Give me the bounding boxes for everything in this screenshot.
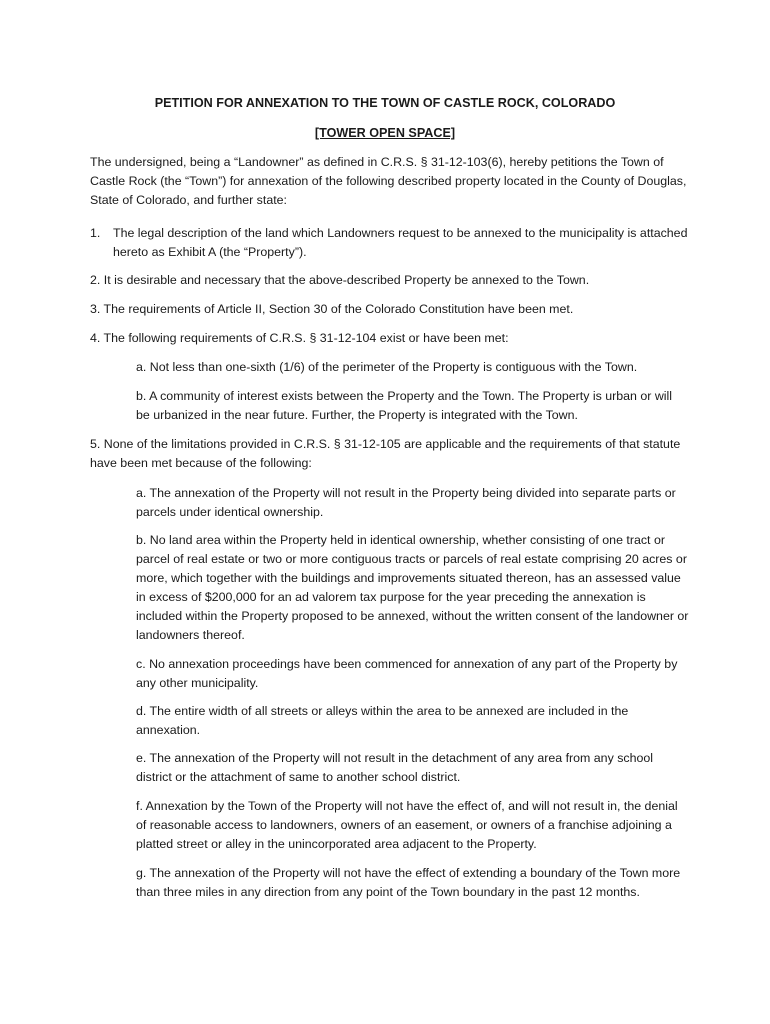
item-5g: g. The annexation of the Property will not have the effect of extending a boundary of the Town more than three miles in any direction from any point of the Town boundary in the past 12 months. <box>136 866 681 899</box>
item-1-number: 1. <box>90 226 101 240</box>
item-5e: e. The annexation of the Property will not result in the detachment of any area from any school district or the attachment of same to another school district. <box>136 751 654 784</box>
item-5c: c. No annexation proceedings have been commenced for annexation of any part of the Property by any other municipality. <box>136 657 678 690</box>
intro-paragraph: The undersigned, being a “Landowner” as defined in C.R.S. § 31-12-103(6), hereby petitions the Town of Castle Rock (the “Town”) for annexation of the following described property located in the County of Douglas, State of Colorado, and further state: <box>90 155 687 207</box>
item-4a: a. Not less than one-sixth (1/6) of the perimeter of the Property is contiguous with the Town. <box>136 360 638 374</box>
item-2: 2. It is desirable and necessary that the above-described Property be annexed to the Town. <box>90 273 590 287</box>
item-5a: a. The annexation of the Property will not result in the Property being divided into separate parts or parcels under identical ownership. <box>136 486 676 519</box>
item-5b: b. No land area within the Property held in identical ownership, whether consisting of one tract or parcel of real estate or two or more contiguous tracts or parcels of real estate comprising 20 acres or more, which together with the buildings and improvements situated thereon, has an assessed value in excess of $200,000 for an ad valorem tax purpose for the year preceding the annexation is included within the Property proposed to be annexed, without the written consent of the landowner or landowners thereof. <box>136 533 689 642</box>
item-4b: b. A community of interest exists between the Property and the Town. The Property is urban or will be urbanized in the near future. Further, the Property is integrated with the Town. <box>136 389 673 422</box>
document-subtitle: [TOWER OPEN SPACE] <box>314 126 456 140</box>
item-5: 5. None of the limitations provided in C.R.S. § 31-12-105 are applicable and the requirements of that statute have been met because of the following: <box>90 437 681 470</box>
item-5d: d. The entire width of all streets or alleys within the area to be annexed are included in the annexation. <box>136 704 629 737</box>
item-3: 3. The requirements of Article II, Section 30 of the Colorado Constitution have been met. <box>90 302 574 316</box>
item-5f: f. Annexation by the Town of the Property will not have the effect of, and will not result in, the denial of reasonable access to landowners, owners of an easement, or owners of a franchise adjoining a platted street or alley in the unincorporated area adjacent to the Property. <box>136 799 678 851</box>
item-1-text: The legal description of the land which Landowners request to be annexed to the municipality is attached hereto as Exhibit A (the “Property”). <box>113 226 688 259</box>
item-1 <box>90 224 690 262</box>
document-title: PETITION FOR ANNEXATION TO THE TOWN OF CASTLE ROCK, COLORADO <box>154 96 616 110</box>
item-4: 4. The following requirements of C.R.S. § 31-12-104 exist or have been met: <box>90 331 509 345</box>
